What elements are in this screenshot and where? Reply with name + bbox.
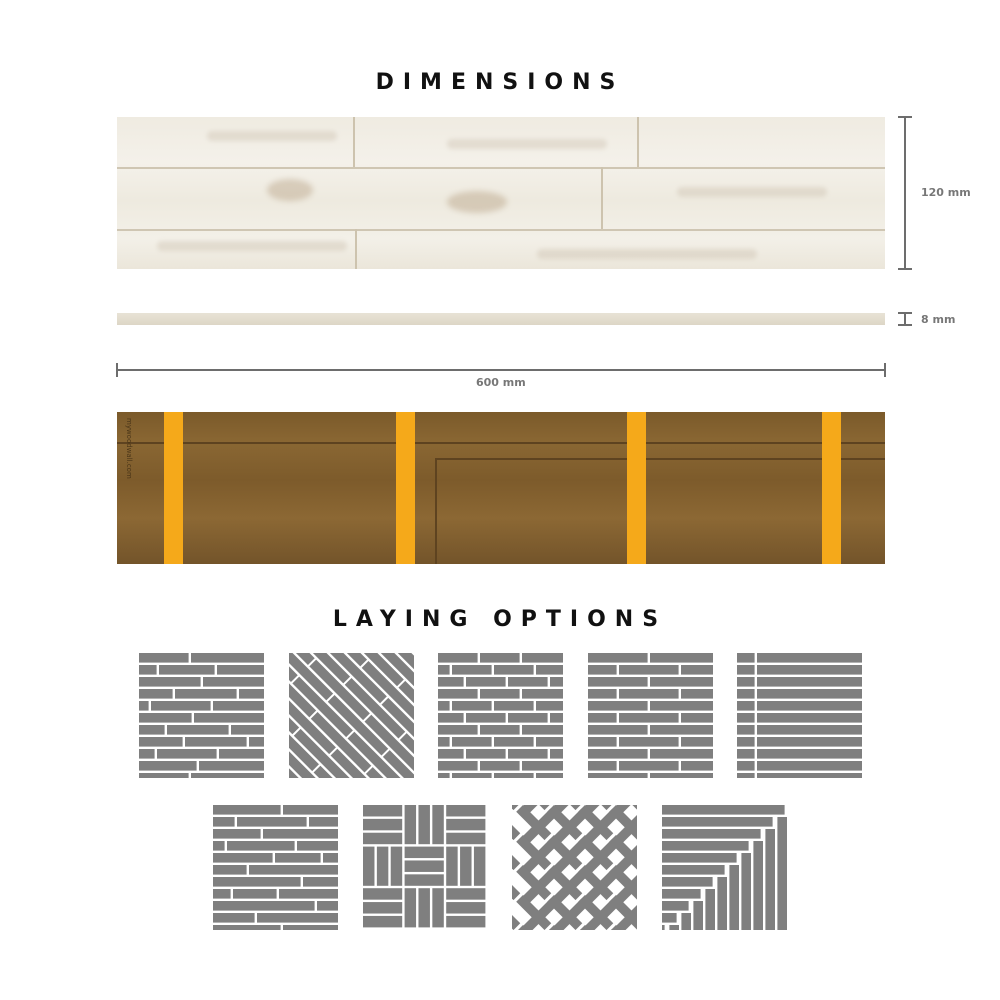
pattern-frame-corner bbox=[662, 805, 787, 930]
brand-text: mywoodwall.com bbox=[125, 418, 133, 479]
laying-options-heading: LAYING OPTIONS bbox=[332, 607, 668, 632]
pattern-staggered-mixed bbox=[213, 805, 338, 930]
adhesive-tape-strip bbox=[164, 412, 183, 564]
height-dimension-line bbox=[904, 117, 906, 269]
dimensions-heading: DIMENSIONS bbox=[375, 70, 625, 95]
length-label: 600 mm bbox=[476, 376, 526, 389]
pattern-basket-weave bbox=[363, 805, 488, 930]
height-label: 120 mm bbox=[921, 186, 971, 199]
thickness-label: 8 mm bbox=[921, 313, 956, 326]
pattern-straight-stack bbox=[737, 653, 862, 778]
pattern-staggered-random bbox=[139, 653, 264, 778]
pattern-diagonal bbox=[289, 653, 414, 778]
adhesive-tape-strip bbox=[822, 412, 841, 564]
plank-face-image bbox=[117, 117, 885, 269]
pattern-herringbone bbox=[512, 805, 637, 930]
pattern-third-offset bbox=[438, 653, 563, 778]
plank-edge-image bbox=[117, 313, 885, 325]
adhesive-tape-strip bbox=[627, 412, 646, 564]
adhesive-tape-strip bbox=[396, 412, 415, 564]
pattern-half-offset bbox=[588, 653, 713, 778]
length-dimension-line bbox=[117, 369, 885, 371]
plank-back-image bbox=[117, 412, 885, 564]
